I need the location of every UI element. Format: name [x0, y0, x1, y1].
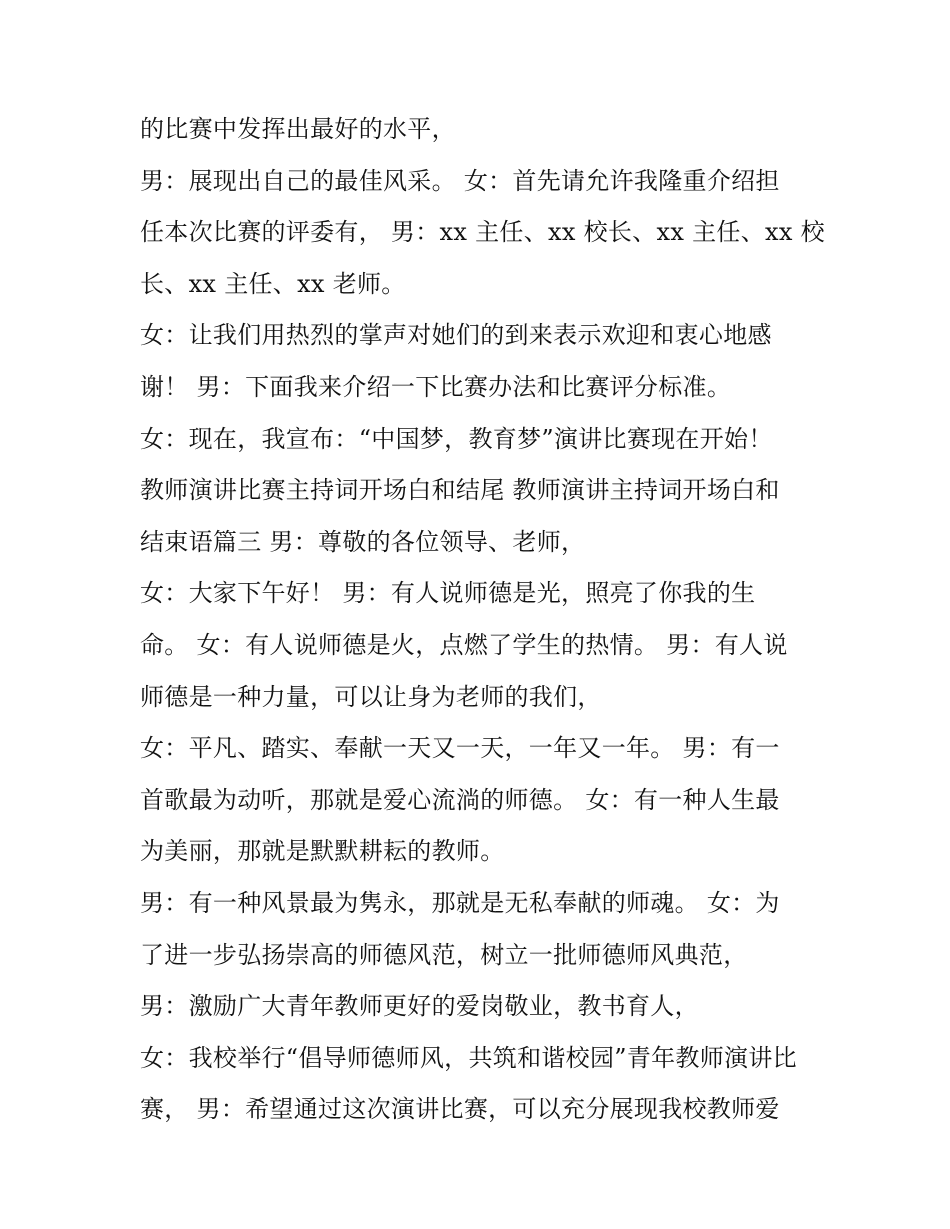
text-line: 谢！ 男：下面我来介绍一下比赛办法和比赛评分标准。	[140, 372, 732, 401]
text-line: 长、xx 主任、xx 老师。	[140, 269, 406, 298]
text-line: 赛， 男：希望通过这次演讲比赛，可以充分展现我校教师爱	[140, 1095, 780, 1124]
text-line: 结束语篇三 男：尊敬的各位领导、老师，	[140, 527, 586, 556]
text-line: 首歌最为动听，那就是爱心流淌的师德。 女：有一种人生最	[140, 785, 780, 814]
text-line: 男：展现出自己的最佳风采。 女：首先请允许我隆重介绍担	[140, 166, 780, 195]
text-line: 了进一步弘扬崇高的师德风范，树立一批师德师风典范，	[140, 940, 748, 969]
text-line: 为美丽，那就是默默耕耘的教师。	[140, 837, 505, 866]
text-line: 的比赛中发挥出最好的水平，	[140, 115, 456, 143]
text-line: 教师演讲比赛主持词开场白和结尾 教师演讲主持词开场白和	[140, 476, 780, 505]
text-line: 任本次比赛的评委有， 男：xx 主任、xx 校长、xx 主任、xx 校	[140, 218, 825, 247]
text-line: 女：平凡、踏实、奉献一天又一天，一年又一年。 男：有一	[140, 734, 780, 763]
document-body	[140, 104, 830, 1136]
text-line: 男：激励广大青年教师更好的爱岗敬业，教书育人，	[140, 992, 699, 1021]
text-line: 命。 女：有人说师德是火，点燃了学生的热情。 男：有人说	[140, 630, 788, 659]
text-line: 男：有一种风景最为隽永，那就是无私奉献的师魂。 女：为	[140, 888, 780, 917]
text-line: 女：我校举行“倡导师德师风，共筑和谐校园”青年教师演讲比	[140, 1043, 797, 1072]
text-line: 女：让我们用热烈的掌声对她们的到来表示欢迎和衷心地感	[140, 321, 772, 350]
text-line: 女：大家下午好！ 男：有人说师德是光，照亮了你我的生	[140, 579, 756, 608]
text-line: 女：现在，我宣布：“中国梦，教育梦”演讲比赛现在开始！	[140, 424, 773, 453]
text-line: 师德是一种力量，可以让身为老师的我们，	[140, 682, 602, 711]
